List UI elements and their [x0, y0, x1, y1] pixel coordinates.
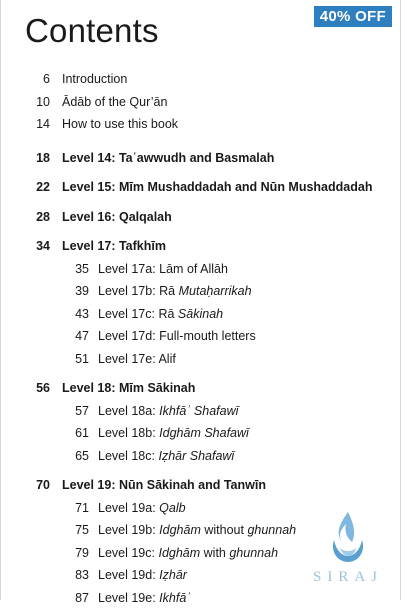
- entry-title: Level 19b: Idghām without ghunnah: [98, 519, 296, 542]
- page-number: 35: [1, 258, 89, 281]
- toc-entry-level-18a[interactable]: [1, 400, 401, 423]
- page-number: 87: [1, 587, 89, 609]
- page-number: 61: [1, 422, 89, 445]
- page-number: 65: [1, 445, 89, 468]
- entry-title: Level 17: Tafkhīm: [62, 235, 166, 258]
- toc-entry-level-17d[interactable]: [1, 325, 401, 348]
- entry-title: Ādāb of the Qur’ān: [62, 91, 167, 114]
- entry-title: Level 17b: Rā Mutaḥarrikah: [98, 280, 252, 303]
- toc-entry-level-17c[interactable]: [1, 303, 401, 326]
- page-number: 18: [1, 147, 50, 170]
- page-number: 43: [1, 303, 89, 326]
- entry-title: Level 16: Qalqalah: [62, 206, 172, 229]
- toc-entry-level-19[interactable]: [1, 474, 401, 497]
- toc-entry-level-18c[interactable]: [1, 445, 401, 468]
- toc-entry-how-to-use[interactable]: [1, 113, 401, 136]
- logo-wordmark: SIRAJ: [308, 569, 388, 586]
- entry-title: Introduction: [62, 68, 127, 91]
- entry-title: Level 18c: Iẓhār Shafawī: [98, 445, 234, 468]
- page-number: 47: [1, 325, 89, 348]
- toc-entry-level-19e[interactable]: [1, 587, 401, 609]
- entry-title: Level 17c: Rā Sākinah: [98, 303, 223, 326]
- entry-title: Level 14: Taʿawwudh and Basmalah: [62, 147, 274, 170]
- entry-title: Level 17a: Lām of Allāh: [98, 258, 228, 281]
- page-number: 71: [1, 497, 89, 520]
- toc-entry-level-18b[interactable]: [1, 422, 401, 445]
- page-number: 83: [1, 564, 89, 587]
- entry-title: Level 17d: Full-mouth letters: [98, 325, 256, 348]
- entry-title: Level 18a: Ikhfāʾ Shafawī: [98, 400, 238, 423]
- toc-entry-level-16[interactable]: [1, 206, 401, 229]
- entry-title: Level 17e: Alif: [98, 348, 176, 371]
- entry-title: Level 19: Nūn Sākinah and Tanwīn: [62, 474, 266, 497]
- discount-badge: 40% OFF: [314, 6, 392, 27]
- page-number: 57: [1, 400, 89, 423]
- page-number: 75: [1, 519, 89, 542]
- page-number: 39: [1, 280, 89, 303]
- toc-entry-level-17b[interactable]: [1, 280, 401, 303]
- flame-icon: [308, 508, 388, 566]
- entry-title: Level 19e: Ikhfāʾ: [98, 587, 190, 609]
- toc-entry-introduction[interactable]: [1, 68, 401, 91]
- page-number: 10: [1, 91, 50, 114]
- page-number: 79: [1, 542, 89, 565]
- entry-title: Level 18b: Idghām Shafawī: [98, 422, 249, 445]
- toc-entry-level-17[interactable]: [1, 235, 401, 258]
- entry-title: Level 15: Mīm Mushaddadah and Nūn Mushaddadah: [62, 176, 372, 199]
- toc-entry-adab[interactable]: [1, 91, 401, 114]
- page-number: 51: [1, 348, 89, 371]
- entry-title: Level 19c: Idghām with ghunnah: [98, 542, 278, 565]
- entry-title: Level 19a: Qalb: [98, 497, 186, 520]
- page-number: 34: [1, 235, 50, 258]
- siraj-logo: [308, 508, 388, 586]
- page-number: 6: [1, 68, 50, 91]
- page-number: 28: [1, 206, 50, 229]
- page-title: Contents: [25, 12, 159, 50]
- entry-title: Level 18: Mīm Sākinah: [62, 377, 195, 400]
- page-number: 56: [1, 377, 50, 400]
- entry-title: Level 19d: Iẓhār: [98, 564, 187, 587]
- toc-entry-level-15[interactable]: [1, 176, 401, 199]
- toc-entry-level-17a[interactable]: [1, 258, 401, 281]
- page-number: 22: [1, 176, 50, 199]
- page-number: 14: [1, 113, 50, 136]
- entry-title: How to use this book: [62, 113, 178, 136]
- page-number: 70: [1, 474, 50, 497]
- toc-entry-level-17e[interactable]: [1, 348, 401, 371]
- toc-entry-level-18[interactable]: [1, 377, 401, 400]
- toc-entry-level-14[interactable]: [1, 147, 401, 170]
